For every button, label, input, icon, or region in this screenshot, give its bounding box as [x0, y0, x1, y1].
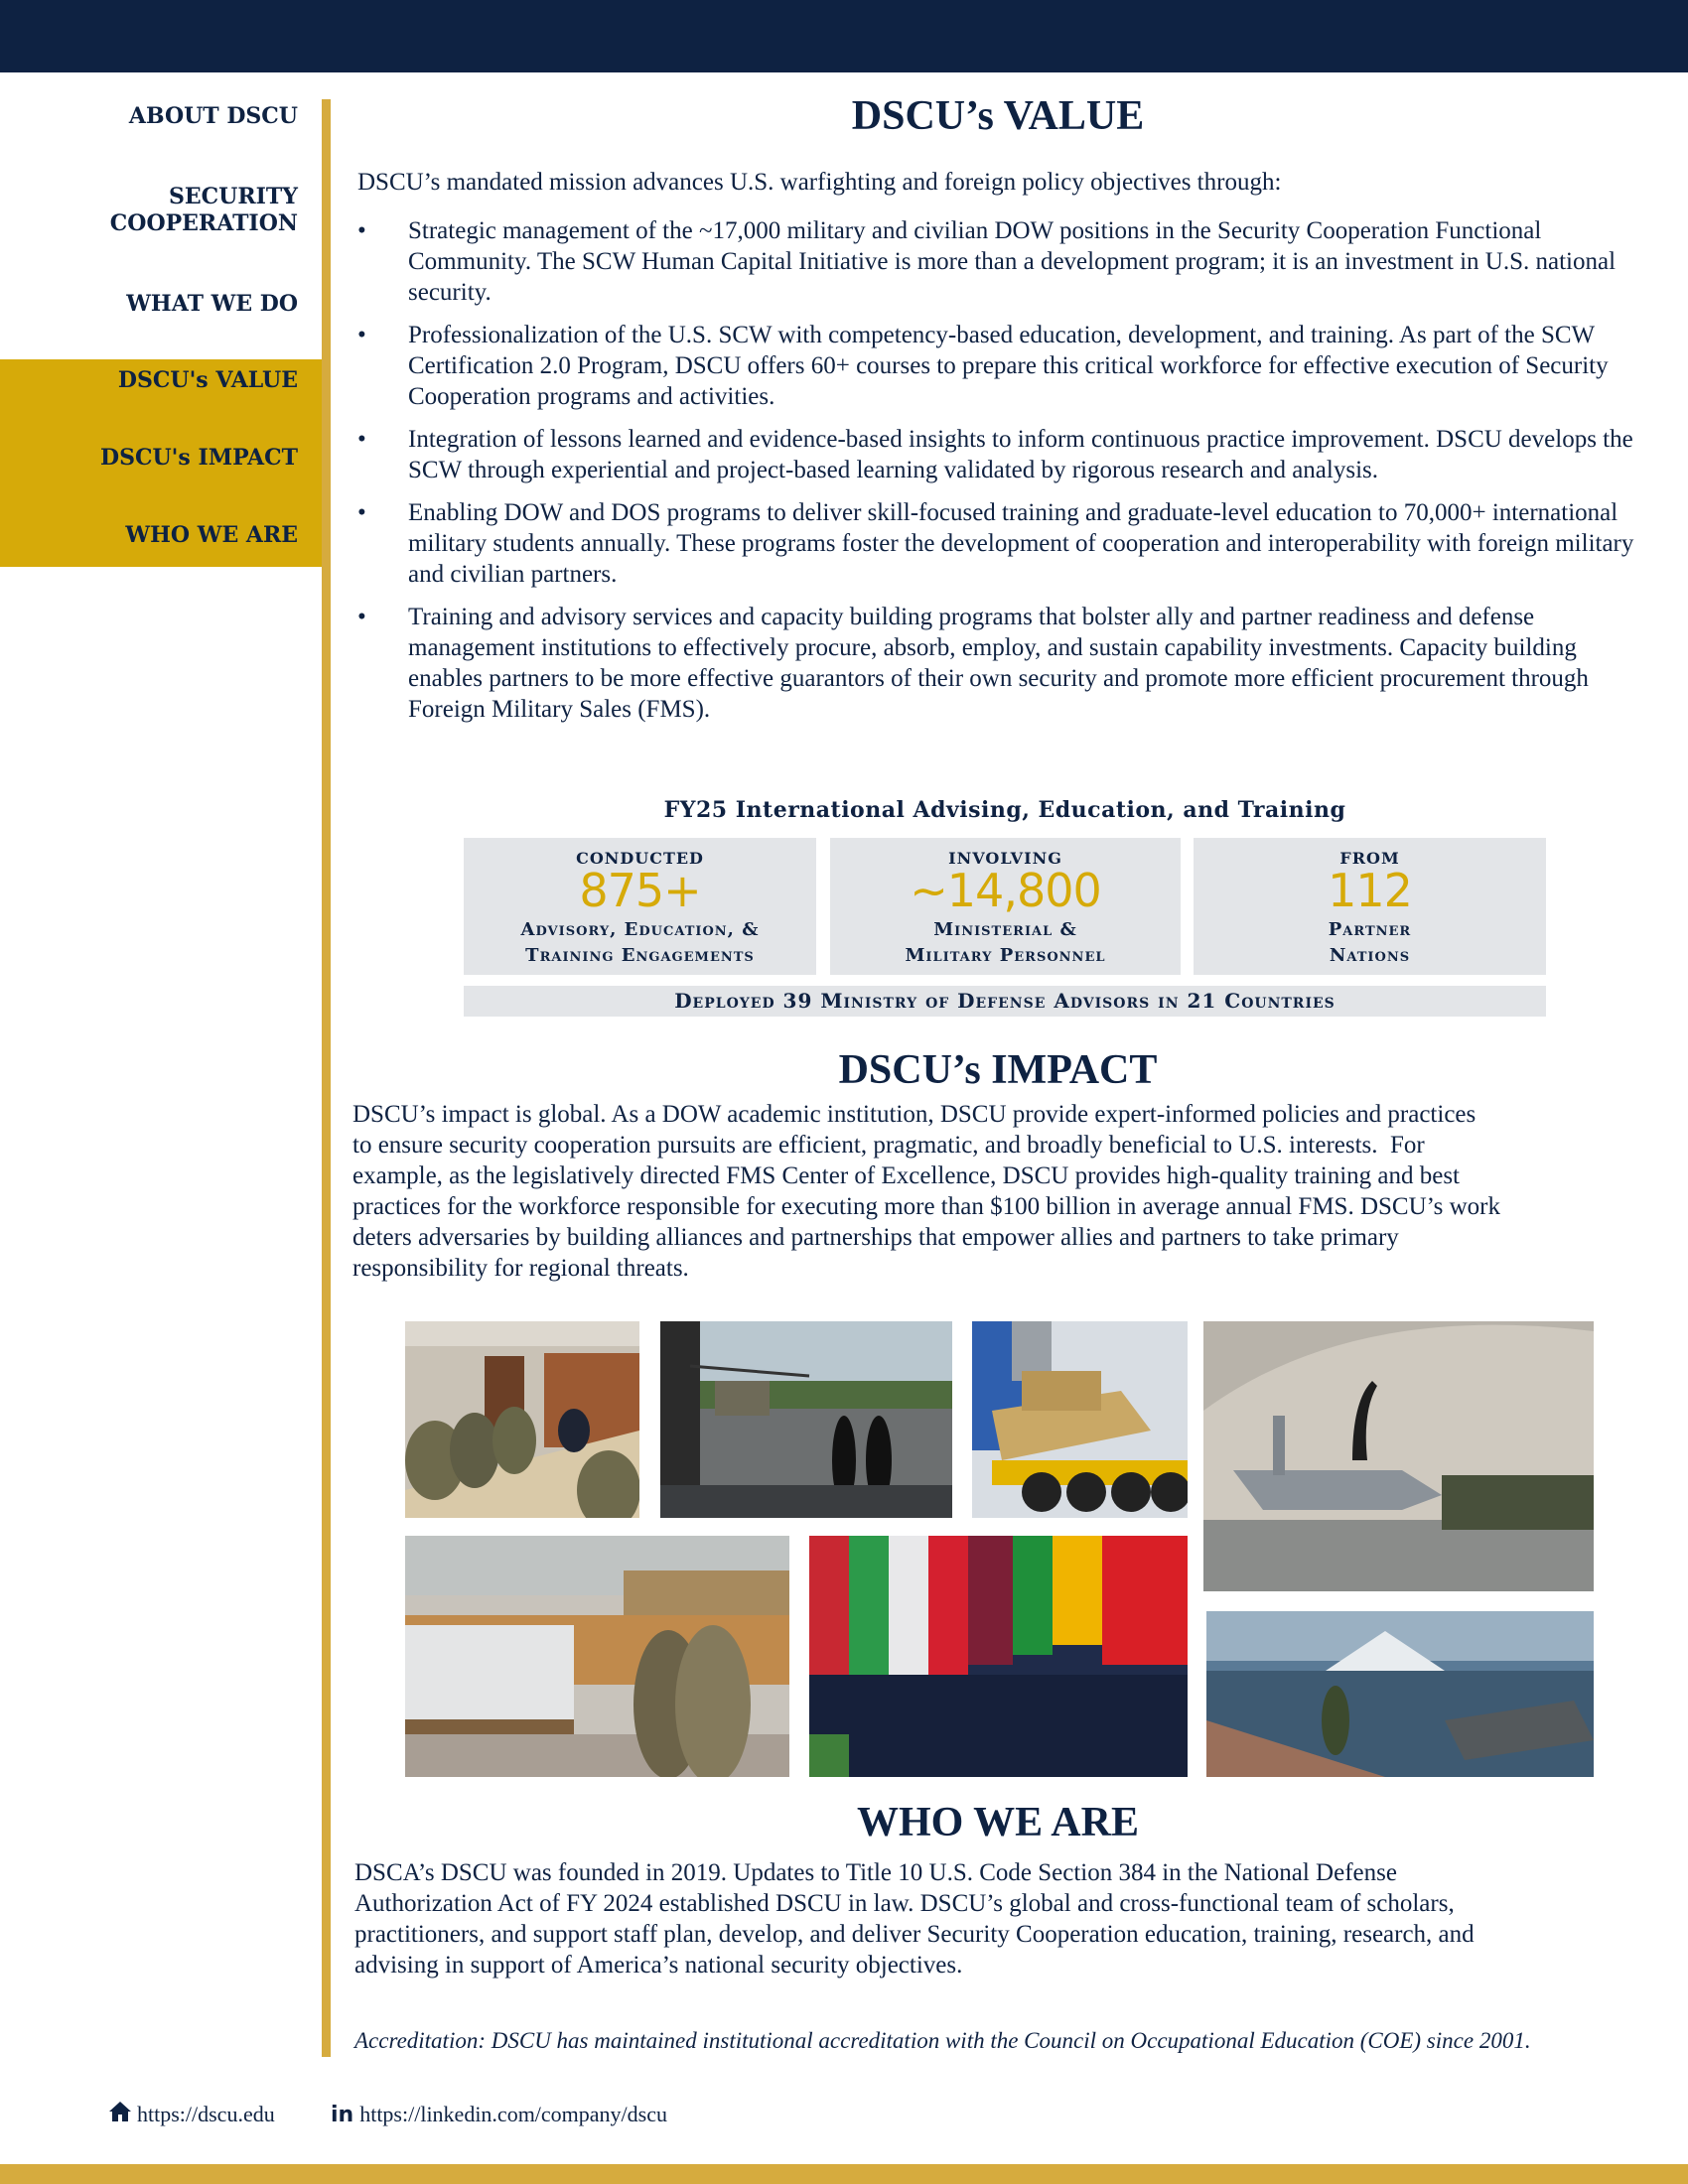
stat-label-line2: Training Engagements: [525, 945, 755, 966]
stat-label-line2: Nations: [1329, 945, 1411, 966]
footer-linkedin-link[interactable]: [331, 2102, 667, 2127]
value-bullet: [357, 320, 1648, 412]
impact-paragraph: [352, 1099, 1663, 1284]
stat-label: [830, 917, 1181, 969]
stat-label-line1: Ministerial &: [933, 919, 1077, 940]
value-bullet-list: [357, 215, 1648, 737]
bullet-text: Strategic management of the ~17,000 military and civilian DOW positions in the Security Cooperation Functional Community. The SCW Human Capital Initiative is more than a development program; it is an investment in U.S. national security.: [408, 217, 1617, 306]
stats-title: FY25 International Advising, Education, and Training: [663, 797, 1346, 823]
website-url[interactable]: https://dscu.edu: [137, 2102, 275, 2126]
nav-item-dscu-value[interactable]: DSCU's VALUE: [117, 367, 298, 393]
photo-meeting: [405, 1321, 639, 1518]
footer-website-link[interactable]: [109, 2102, 275, 2127]
bullet-icon: •: [357, 426, 366, 453]
value-intro: DSCU’s mandated mission advances U.S. warfighting and foreign policy objectives through:: [357, 169, 1282, 196]
footer-bar: [0, 2164, 1688, 2184]
photo-jet-hangar: [1203, 1321, 1594, 1591]
nav-item-who-we-are[interactable]: WHO WE ARE: [125, 522, 298, 548]
nav-item-about-dscu[interactable]: ABOUT DSCU: [128, 103, 298, 129]
stat-box-personnel: [830, 838, 1181, 975]
nav-item-what-we-do[interactable]: WHAT WE DO: [126, 291, 298, 317]
stat-box-engagements: [464, 838, 816, 975]
home-icon: [109, 2102, 131, 2127]
stat-kicker: INVOLVING: [948, 849, 1062, 868]
stat-value: 112: [1328, 864, 1412, 917]
photo-helicopter: [660, 1321, 952, 1518]
who-line: Authorization Act of FY 2024 established DSCU in law. DSCU’s global and cross-functional team of scholars,: [354, 1890, 1455, 1917]
photo-supplies: [405, 1536, 789, 1777]
bullet-icon: •: [357, 604, 366, 630]
impact-line: to ensure security cooperation pursuits are efficient, pragmatic, and broadly beneficial to U.S. interests. For: [352, 1132, 1425, 1159]
stat-box-nations: [1194, 838, 1546, 975]
photo-tank: [972, 1321, 1188, 1518]
stat-kicker: FROM: [1339, 849, 1400, 868]
stat-label: [1194, 917, 1546, 969]
who-line: advising in support of America’s national security objectives.: [354, 1952, 963, 1979]
stat-kicker: CONDUCTED: [576, 849, 704, 868]
linkedin-url[interactable]: https://linkedin.com/company/dscu: [359, 2102, 667, 2126]
bullet-icon: •: [357, 217, 366, 244]
bullet-text: Integration of lessons learned and evidence-based insights to inform continuous practice improvement. DSCU develops the SCW through experiential and project-based learning validated by rigorous research and analysis.: [408, 426, 1633, 483]
accreditation-note: Accreditation: DSCU has maintained institutional accreditation with the Council on Occupational Education (COE) since 2001.: [354, 2028, 1531, 2053]
value-bullet: [357, 497, 1648, 590]
value-bullet: [357, 602, 1648, 725]
stat-label-line1: Partner: [1328, 919, 1412, 940]
stat-label-line1: Advisory, Education, &: [520, 919, 760, 940]
who-paragraph: [354, 1857, 1665, 1980]
photo-boat: [1206, 1611, 1594, 1777]
who-line: DSCA’s DSCU was founded in 2019. Updates to Title 10 U.S. Code Section 384 in the National Defense: [354, 1859, 1397, 1886]
header-bar: [0, 0, 1688, 72]
who-heading: WHO WE ARE: [857, 1800, 1139, 1845]
impact-line: deters adversaries by building alliances and partnerships that empower allies and partners to take primary: [352, 1224, 1399, 1251]
stat-label: [464, 917, 816, 969]
bullet-icon: •: [357, 322, 366, 348]
bullet-text: Professionalization of the U.S. SCW with competency-based education, development, and training. As part of the SCW Certification 2.0 Program, DSCU offers 60+ courses to prepare this critical workforce for effective execution of Security Cooperation programs and activities.: [408, 322, 1609, 410]
impact-line: practices for the workforce responsible for executing more than $100 billion in average annual FMS. DSCU’s work: [352, 1193, 1500, 1220]
nav-item-label-line2: COOPERATION: [109, 210, 298, 236]
stat-value: 875+: [579, 864, 701, 917]
nav-item-dscu-impact[interactable]: DSCU's IMPACT: [100, 445, 298, 471]
impact-line: example, as the legislatively directed FMS Center of Excellence, DSCU provides high-quality training and best: [352, 1162, 1461, 1189]
nav-item-label-line1: SECURITY: [168, 184, 298, 209]
value-bullet: [357, 424, 1648, 485]
value-bullet: [357, 215, 1648, 308]
impact-line: DSCU’s impact is global. As a DOW academic institution, DSCU provide expert-informed policies and practices: [352, 1101, 1477, 1128]
impact-heading: DSCU’s IMPACT: [838, 1047, 1158, 1093]
bullet-text: Training and advisory services and capacity building programs that bolster ally and partner readiness and defense management institutions to effectively procure, absorb, employ, and sustain capability investments. Capacity building enables partners to be more effective guarantors of their own security and promote more efficient procurement through Foreign Military Sales (FMS).: [408, 604, 1589, 723]
stat-advisors-banner: Deployed 39 Ministry of Defense Advisors in 21 Countries: [464, 986, 1546, 1017]
sidebar-divider: [322, 99, 331, 2057]
stat-label-line2: Military Personnel: [905, 945, 1106, 966]
who-line: practitioners, and support staff plan, develop, and deliver Security Cooperation education, training, research, and: [354, 1921, 1475, 1948]
bullet-text: Enabling DOW and DOS programs to deliver skill-focused training and graduate-level education to 70,000+ international military students annually. These programs foster the development of cooperation and interoperability with foreign military and civilian partners.: [408, 499, 1634, 588]
impact-line: responsibility for regional threats.: [352, 1255, 689, 1282]
value-heading: DSCU’s VALUE: [851, 93, 1145, 139]
bullet-icon: •: [357, 499, 366, 526]
linkedin-icon: in: [331, 2102, 354, 2127]
stat-value: ~14,800: [910, 864, 1101, 917]
nav-item-security-cooperation[interactable]: [110, 184, 298, 237]
photo-flags: [809, 1536, 1188, 1777]
